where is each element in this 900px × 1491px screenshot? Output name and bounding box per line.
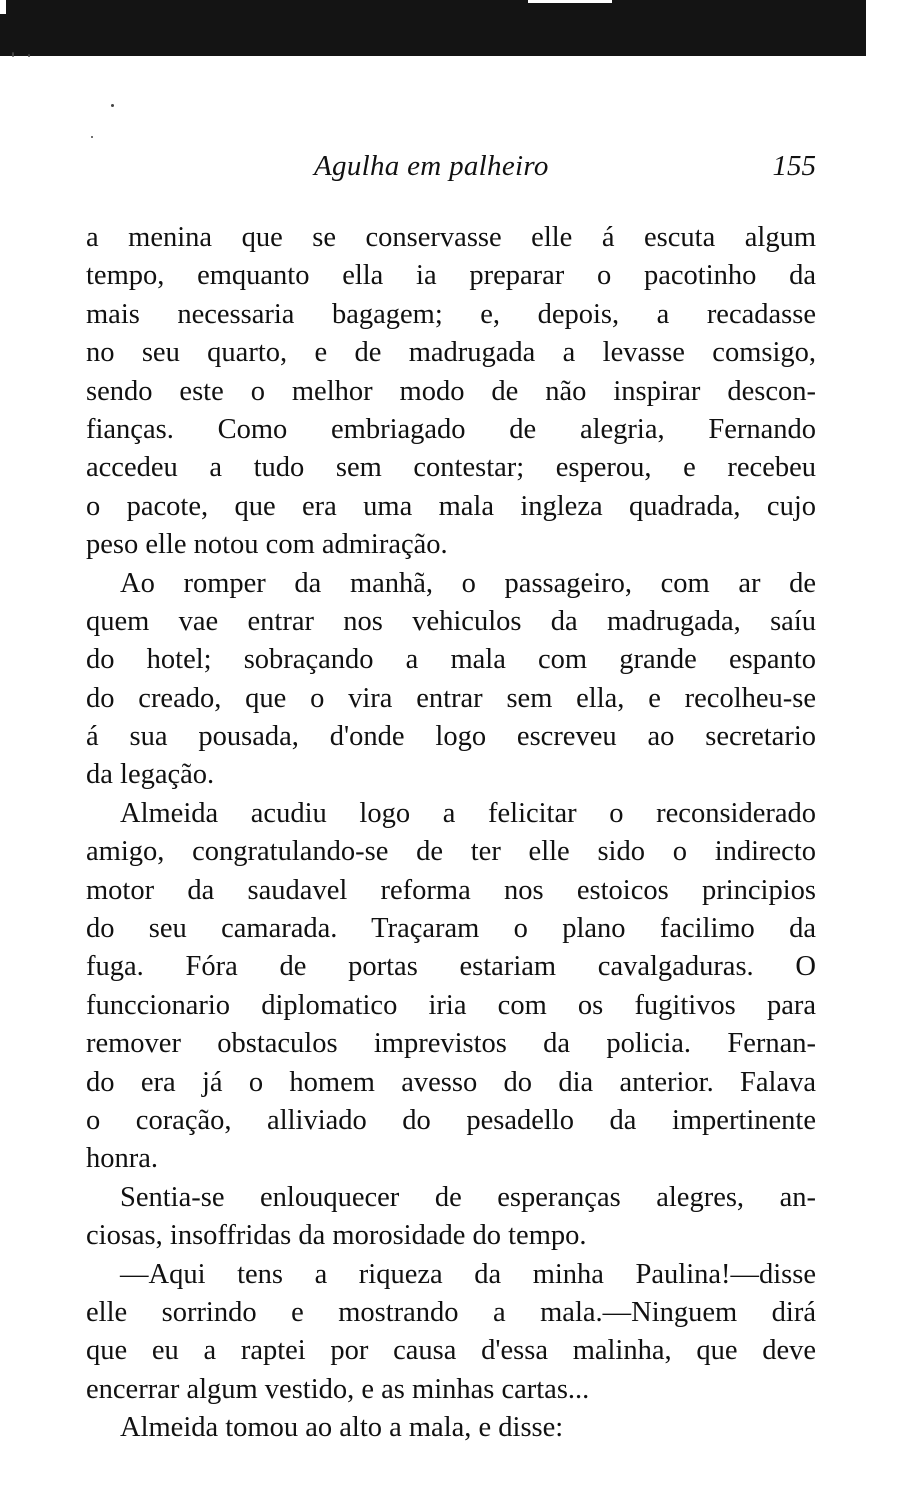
text-line: accedeu a tudo sem contestar; esperou, e recebeu bbox=[86, 452, 816, 484]
text-line: á sua pousada, d'onde logo escreveu ao secretario bbox=[86, 721, 816, 753]
scan-edge-bar bbox=[0, 0, 866, 56]
text-line: a menina que se conservasse elle á escuta algum bbox=[86, 222, 816, 253]
text-line: quem vae entrar nos vehiculos da madrugada, saíu bbox=[86, 605, 816, 637]
running-head bbox=[86, 150, 816, 190]
text-line: sendo este o melhor modo de não inspirar descon- bbox=[86, 375, 816, 407]
paragraph bbox=[86, 565, 816, 795]
text-line: Almeida tomou ao alto a mala, e disse: bbox=[120, 1412, 564, 1444]
text-line: mais necessaria bagagem; e, depois, a recadasse bbox=[86, 298, 816, 330]
text-line: encerrar algum vestido, e as minhas cartas... bbox=[86, 1373, 590, 1405]
scan-edge-corner bbox=[0, 0, 6, 14]
text-line: Almeida acudiu logo a felicitar o reconsiderado bbox=[120, 797, 816, 829]
text-line: fuga. Fóra de portas estariam cavalgaduras. O bbox=[86, 951, 816, 983]
page-number: 155 bbox=[772, 150, 816, 182]
scan-speck bbox=[12, 52, 14, 57]
text-line: fianças. Como embriagado de alegria, Fernando bbox=[86, 413, 816, 445]
paragraph bbox=[86, 795, 816, 1179]
paragraph bbox=[86, 1409, 816, 1447]
text-line: ciosas, insoffridas da morosidade do tempo. bbox=[86, 1220, 587, 1252]
page-body-text bbox=[86, 219, 816, 1448]
text-line: do seu camarada. Traçaram o plano facilimo da bbox=[86, 913, 816, 945]
text-line: no seu quarto, e de madrugada a levasse comsigo, bbox=[86, 337, 816, 369]
text-line: do creado, que o vira entrar sem ella, e recolheu-se bbox=[86, 682, 816, 714]
text-line: do hotel; sobraçando a mala com grande espanto bbox=[86, 644, 816, 676]
text-line: do era já o homem avesso do dia anterior. Falava bbox=[86, 1066, 816, 1098]
text-line: elle sorrindo e mostrando a mala.—Ninguem dirá bbox=[86, 1296, 816, 1328]
text-line: o coração, alliviado do pesadello da impertinente bbox=[86, 1104, 816, 1136]
text-line: motor da saudavel reforma nos estoicos principios bbox=[86, 874, 816, 906]
text-line: —Aqui tens a riqueza da minha Paulina!—disse bbox=[120, 1258, 816, 1290]
text-line: amigo, congratulando-se de ter elle sido o indirecto bbox=[86, 836, 816, 868]
paragraph bbox=[86, 1256, 816, 1410]
running-title: Agulha em palheiro bbox=[314, 150, 549, 182]
text-line: Ao romper da manhã, o passageiro, com ar de bbox=[120, 567, 816, 599]
text-line: que eu a raptei por causa d'essa malinha, que deve bbox=[86, 1335, 816, 1367]
text-line: tempo, emquanto ella ia preparar o pacotinho da bbox=[86, 260, 816, 292]
text-line: funccionario diplomatico iria com os fugitivos para bbox=[86, 989, 816, 1021]
scan-speck bbox=[91, 136, 93, 138]
text-line: da legação. bbox=[86, 759, 215, 791]
text-line: honra. bbox=[86, 1143, 159, 1175]
paragraph bbox=[86, 1179, 816, 1256]
text-line: Sentia-se enlouquecer de esperanças alegres, an- bbox=[120, 1181, 816, 1213]
paragraph bbox=[86, 219, 816, 565]
scan-speck bbox=[111, 104, 114, 107]
text-line: remover obstaculos imprevistos da policia. Fernan- bbox=[86, 1028, 816, 1060]
text-line: peso elle notou com admiração. bbox=[86, 529, 448, 561]
text-line: o pacote, que era uma mala ingleza quadrada, cujo bbox=[86, 490, 816, 522]
scan-speck bbox=[28, 54, 30, 57]
scan-edge-notch bbox=[528, 0, 612, 3]
